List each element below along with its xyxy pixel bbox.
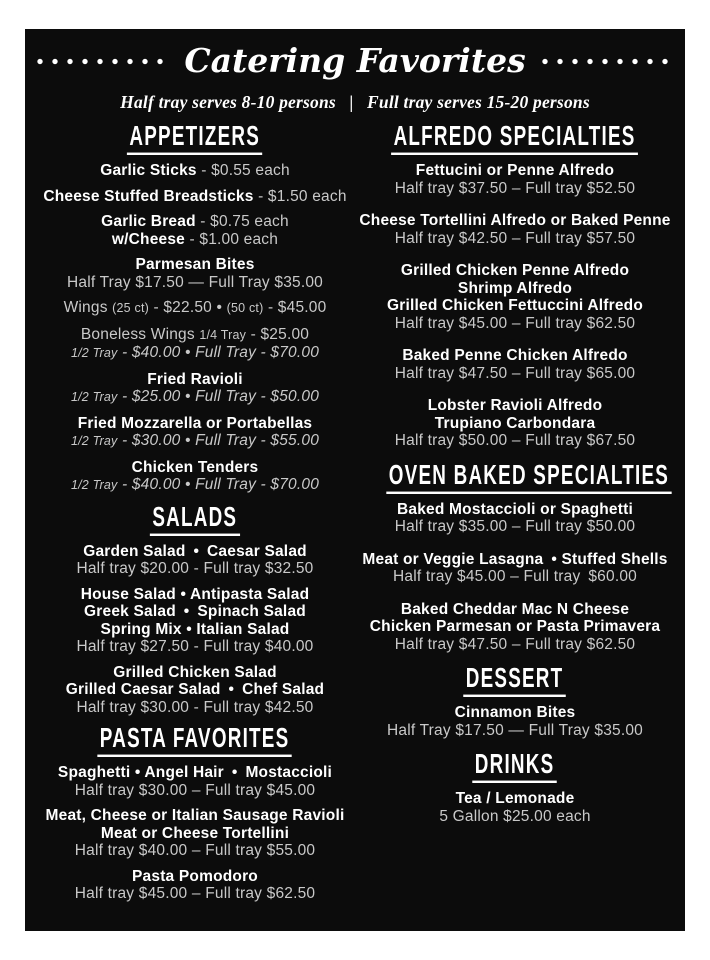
section-heading-row bbox=[355, 119, 675, 155]
section-pasta-favorites bbox=[35, 721, 355, 903]
menu-columns bbox=[25, 119, 685, 911]
item-qualifier: 1/2 Tray bbox=[70, 434, 118, 448]
item-name: Greek Salad • Spinach Salad bbox=[84, 603, 306, 620]
item-name: Tea / Lemonade bbox=[455, 790, 575, 807]
menu-item-group bbox=[35, 868, 355, 903]
item-name: Cinnamon Bites bbox=[454, 704, 576, 721]
item-name: Lobster Ravioli Alfredo bbox=[427, 397, 603, 414]
menu-line bbox=[355, 212, 675, 230]
menu-item-group bbox=[35, 586, 355, 656]
menu-line bbox=[35, 326, 355, 345]
menu-line bbox=[35, 603, 355, 621]
menu-line bbox=[355, 297, 675, 315]
menu-line bbox=[35, 764, 355, 782]
item-price: Wings bbox=[63, 299, 113, 316]
menu-line bbox=[355, 162, 675, 180]
item-price: 5 Gallon $25.00 each bbox=[439, 807, 591, 825]
dotted-line-left bbox=[33, 57, 172, 66]
menu-line bbox=[35, 825, 355, 843]
menu-line bbox=[35, 476, 355, 495]
menu-line bbox=[355, 722, 675, 740]
item-price: - $1.50 each bbox=[253, 187, 347, 205]
menu-item-group bbox=[35, 764, 355, 799]
section-oven-baked-specialties bbox=[355, 458, 675, 654]
menu-line bbox=[35, 621, 355, 639]
item-name: Chicken Parmesan or Pasta Primavera bbox=[369, 618, 661, 635]
item-qualifier: 1/2 Tray bbox=[70, 390, 118, 404]
item-name: Fried Ravioli bbox=[147, 370, 243, 388]
section-heading: PASTA FAVORITES bbox=[98, 723, 293, 757]
section-heading: SALADS bbox=[150, 501, 240, 535]
item-name: Cheese Stuffed Breadsticks bbox=[43, 187, 254, 205]
item-name: House Salad • Antipasta Salad bbox=[80, 585, 310, 603]
section-heading: APPETIZERS bbox=[127, 121, 263, 155]
menu-line bbox=[35, 885, 355, 903]
menu-item-group bbox=[35, 162, 355, 180]
menu-line bbox=[35, 388, 355, 407]
menu-line bbox=[35, 586, 355, 604]
item-name: Grilled Chicken Fettuccini Alfredo bbox=[387, 297, 643, 314]
item-name: Grilled Chicken Salad bbox=[113, 663, 277, 681]
menu-item-group bbox=[355, 212, 675, 247]
section-heading-row bbox=[355, 661, 675, 697]
section-drinks bbox=[355, 747, 675, 825]
section-heading: DRINKS bbox=[473, 749, 558, 783]
item-price: - $25.00 bbox=[246, 325, 310, 343]
menu-item-group bbox=[355, 601, 675, 654]
menu-line bbox=[355, 790, 675, 808]
menu-line bbox=[35, 560, 355, 578]
menu-item-group bbox=[355, 551, 675, 586]
menu-line bbox=[355, 432, 675, 450]
menu-item-group bbox=[355, 162, 675, 197]
item-price: Half tray $30.00 – Full tray $45.00 bbox=[74, 781, 316, 799]
item-price: Half tray $20.00 - Full tray $32.50 bbox=[76, 560, 314, 577]
item-name: Baked Cheddar Mac N Cheese bbox=[400, 600, 630, 618]
item-name: Grilled Chicken Penne Alfredo bbox=[400, 262, 630, 279]
menu-line bbox=[35, 432, 355, 451]
menu-line bbox=[355, 551, 675, 569]
item-price: - $30.00 • Full Tray - $55.00 bbox=[117, 432, 320, 449]
menu-line bbox=[355, 501, 675, 519]
item-qualifier: 1/2 Tray bbox=[70, 346, 118, 360]
menu-line bbox=[355, 568, 675, 586]
menu-item-group bbox=[355, 262, 675, 332]
menu-line bbox=[35, 681, 355, 699]
item-name: Spaghetti • Angel Hair • Mostaccioli bbox=[57, 764, 333, 781]
dotted-line-right bbox=[538, 57, 677, 66]
item-name: Cheese Tortellini Alfredo or Baked Penne bbox=[359, 212, 671, 229]
item-price: Half tray $45.00 – Full tray $62.50 bbox=[394, 314, 636, 332]
section-heading-row bbox=[35, 119, 355, 155]
item-name: Garlic Sticks bbox=[100, 162, 197, 179]
item-name: Grilled Caesar Salad • Chef Salad bbox=[65, 681, 325, 698]
menu-item-group bbox=[355, 704, 675, 739]
item-price: - $40.00 • Full Tray - $70.00 bbox=[117, 476, 320, 493]
section-alfredo-specialties bbox=[355, 119, 675, 450]
item-qualifier: (50 ct) bbox=[226, 301, 264, 315]
section-salads bbox=[35, 500, 355, 717]
item-name: Meat or Cheese Tortellini bbox=[100, 824, 290, 842]
section-heading-row bbox=[35, 721, 355, 757]
item-name: Spring Mix • Italian Salad bbox=[100, 620, 290, 638]
section-appetizers bbox=[35, 119, 355, 495]
item-name: Garlic Bread bbox=[101, 213, 196, 230]
section-dessert bbox=[355, 661, 675, 739]
menu-item-group bbox=[35, 807, 355, 860]
title-row bbox=[25, 29, 685, 81]
menu-line bbox=[355, 365, 675, 383]
menu-line bbox=[355, 618, 675, 636]
menu-line bbox=[355, 262, 675, 280]
menu-line bbox=[35, 842, 355, 860]
section-heading: ALFREDO SPECIALTIES bbox=[392, 121, 639, 155]
item-price: Half tray $42.50 – Full tray $57.50 bbox=[394, 229, 636, 247]
menu-item-group bbox=[35, 459, 355, 495]
menu-line bbox=[35, 162, 355, 180]
menu-item-group bbox=[35, 299, 355, 318]
menu-column-right bbox=[355, 119, 675, 911]
item-price: - $40.00 • Full Tray - $70.00 bbox=[117, 344, 320, 361]
menu-item-group bbox=[35, 326, 355, 363]
item-price: Boneless Wings bbox=[80, 325, 200, 343]
item-qualifier: 1/4 Tray bbox=[199, 327, 247, 342]
menu-line bbox=[355, 347, 675, 365]
item-price: - $22.50 • bbox=[148, 299, 227, 316]
item-price: Half tray $45.00 – Full tray $60.00 bbox=[393, 568, 637, 585]
menu-line bbox=[355, 280, 675, 298]
menu-line bbox=[35, 344, 355, 363]
menu-item-group bbox=[355, 790, 675, 825]
menu-line bbox=[355, 636, 675, 654]
menu-line bbox=[35, 782, 355, 800]
item-name: Chicken Tenders bbox=[131, 458, 259, 476]
menu-line bbox=[35, 231, 355, 249]
menu-line bbox=[35, 638, 355, 656]
menu-line bbox=[35, 415, 355, 433]
item-name: Fried Mozzarella or Portabellas bbox=[77, 414, 313, 432]
menu-item-group bbox=[35, 188, 355, 206]
item-price: Half tray $35.00 – Full tray $50.00 bbox=[394, 518, 636, 535]
item-name: Baked Mostaccioli or Spaghetti bbox=[397, 500, 633, 518]
item-price: - $45.00 bbox=[263, 299, 327, 316]
menu-line bbox=[355, 415, 675, 433]
item-price: Half tray $47.50 – Full tray $62.50 bbox=[394, 635, 636, 653]
item-price: Half Tray $17.50 — Full Tray $35.00 bbox=[67, 273, 323, 291]
item-name: Meat or Veggie Lasagna • Stuffed Shells bbox=[362, 550, 668, 568]
menu-line bbox=[355, 601, 675, 619]
menu-item-group bbox=[35, 256, 355, 291]
menu-line bbox=[35, 807, 355, 825]
item-name: Shrimp Alfredo bbox=[457, 279, 573, 297]
menu-line bbox=[355, 180, 675, 198]
menu-item-group bbox=[355, 347, 675, 382]
item-price: Half Tray $17.50 — Full Tray $35.00 bbox=[387, 721, 643, 739]
menu-line bbox=[355, 230, 675, 248]
item-price: - $25.00 • Full Tray - $50.00 bbox=[117, 388, 320, 405]
item-price: - $0.55 each bbox=[196, 162, 290, 179]
item-name: Baked Penne Chicken Alfredo bbox=[402, 347, 628, 364]
menu-line bbox=[35, 371, 355, 389]
menu-item-group bbox=[35, 664, 355, 717]
menu-line bbox=[355, 518, 675, 536]
item-price: Half tray $37.50 – Full tray $52.50 bbox=[394, 179, 636, 197]
menu-item-group bbox=[355, 501, 675, 536]
item-price: - $0.75 each bbox=[195, 213, 289, 230]
menu-line bbox=[355, 704, 675, 722]
section-heading-row bbox=[35, 500, 355, 536]
item-name: Meat, Cheese or Italian Sausage Ravioli bbox=[45, 807, 345, 824]
item-price: Half tray $40.00 – Full tray $55.00 bbox=[74, 842, 316, 859]
item-qualifier: (25 ct) bbox=[112, 301, 149, 315]
menu-line bbox=[355, 808, 675, 826]
item-price: - $1.00 each bbox=[185, 230, 279, 248]
menu-line bbox=[355, 315, 675, 333]
menu-column-left bbox=[35, 119, 355, 911]
item-name: Parmesan Bites bbox=[135, 256, 255, 273]
item-price: Half tray $45.00 – Full tray $62.50 bbox=[74, 885, 316, 902]
menu-line bbox=[35, 274, 355, 292]
menu-line bbox=[35, 188, 355, 206]
item-price: Half tray $47.50 – Full tray $65.00 bbox=[394, 364, 636, 382]
item-name: Pasta Pomodoro bbox=[132, 867, 258, 885]
item-name: Fettucini or Penne Alfredo bbox=[415, 162, 615, 179]
menu-item-group bbox=[35, 543, 355, 578]
menu-item-group bbox=[35, 213, 355, 248]
section-heading-row bbox=[355, 458, 675, 494]
menu-line bbox=[35, 868, 355, 886]
menu-line bbox=[35, 699, 355, 717]
item-price: Half tray $50.00 – Full tray $67.50 bbox=[394, 432, 636, 449]
item-name: Garden Salad • Caesar Salad bbox=[83, 542, 307, 560]
menu-item-group bbox=[355, 397, 675, 450]
menu-line bbox=[35, 256, 355, 274]
menu-line bbox=[35, 459, 355, 477]
section-heading: DESSERT bbox=[464, 663, 567, 697]
menu-line bbox=[355, 397, 675, 415]
menu-item-group bbox=[35, 371, 355, 407]
item-price: Half tray $30.00 - Full tray $42.50 bbox=[76, 698, 314, 716]
menu-line bbox=[35, 543, 355, 561]
item-name: w/Cheese bbox=[111, 230, 185, 248]
item-price: Half tray $27.50 - Full tray $40.00 bbox=[76, 638, 314, 655]
section-heading-row bbox=[355, 747, 675, 783]
menu-item-group bbox=[35, 415, 355, 451]
menu-card bbox=[25, 29, 685, 931]
menu-line bbox=[35, 299, 355, 318]
item-name: Trupiano Carbondara bbox=[434, 414, 596, 432]
menu-line bbox=[35, 213, 355, 231]
item-qualifier: 1/2 Tray bbox=[70, 478, 118, 492]
page-title: Catering Favorites bbox=[184, 41, 526, 80]
serving-size-tagline: Half tray serves 8-10 persons | Full tray serves 15-20 persons bbox=[120, 92, 590, 112]
section-heading: OVEN BAKED SPECIALTIES bbox=[386, 459, 671, 493]
menu-line bbox=[35, 664, 355, 682]
